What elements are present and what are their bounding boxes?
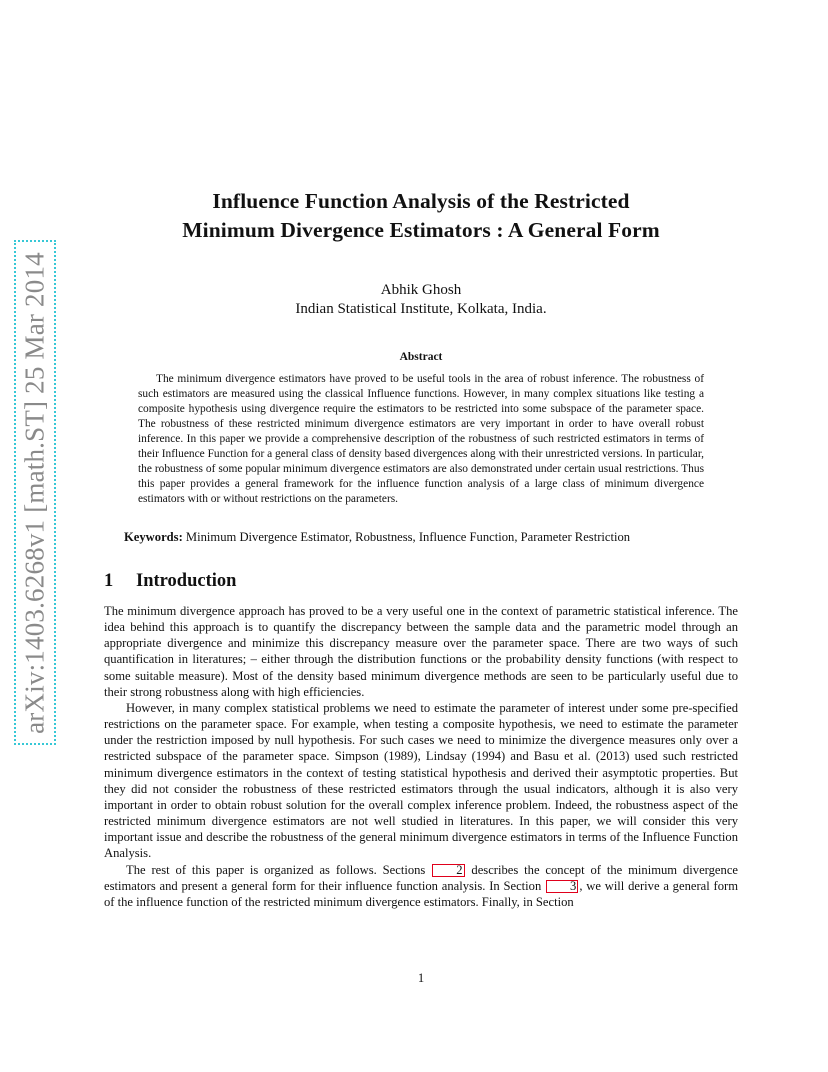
section-ref-link[interactable]: 2 bbox=[432, 864, 464, 877]
keywords-label: Keywords: bbox=[124, 530, 183, 544]
author-block bbox=[104, 281, 738, 319]
author-affiliation: Indian Statistical Institute, Kolkata, India. bbox=[295, 301, 547, 317]
paragraph-3 bbox=[104, 862, 738, 910]
page-number: 1 bbox=[417, 971, 425, 985]
paragraph-3-text-c: , we will derive a general form of the influence function of the restricted minimum divergence estimators. Finally, in Section bbox=[104, 878, 738, 909]
section-heading bbox=[104, 570, 738, 592]
section-ref-link[interactable]: 3 bbox=[546, 880, 578, 893]
abstract-heading: Abstract bbox=[399, 351, 443, 363]
paper-title bbox=[104, 187, 738, 245]
author-name: Abhik Ghosh bbox=[380, 282, 462, 298]
section-title: Introduction bbox=[136, 571, 237, 591]
keywords-text: Minimum Divergence Estimator, Robustness, Influence Function, Parameter Restriction bbox=[185, 530, 631, 544]
paragraph-3-text-a: The rest of this paper is organized as follows. Sections bbox=[126, 862, 426, 877]
section-number: 1 bbox=[104, 571, 114, 591]
section-body bbox=[104, 603, 738, 910]
keywords bbox=[124, 529, 744, 546]
arxiv-identifier: arXiv:1403.6268v1 [math.ST] 25 Mar 2014 bbox=[19, 251, 50, 734]
paragraph-3-text-b: describes the concept of the minimum divergence estimators and present a general form for their influence function analysis. In Section bbox=[104, 862, 738, 893]
paragraph-2: However, in many complex statistical problems we need to estimate the parameter of interest under some pre-specified restrictions on the parameter space. For example, when testing a composite hypothesis, we need to estimate the parameter under the restriction imposed by null hypothesis. For such cases we need to minimize the divergence measures only over a restricted subspace of the parameter space. Simpson (1989), Lindsay (1994) and Basu et al. (2013) used such restricted minimum divergence estimators in the context of testing statistical hypothesis and derived their asymptotic properties. But they did not consider the robustness of these restricted estimators through the usual indicators, although it is also very important in order to obtain robust solution for the overall complex inference problem. Indeed, the robustness aspect of the restricted minimum divergence estimators are not well studied in literatures. In this paper, we will consider this very important issue and describe the robustness of the general minimum divergence estimators in terms of the Influence Function Analysis. bbox=[104, 700, 738, 861]
paper-title-line-1: Influence Function Analysis of the Restricted bbox=[212, 189, 630, 213]
arxiv-stamp bbox=[14, 240, 56, 745]
abstract-body: The minimum divergence estimators have proved to be useful tools in the area of robust inference. The robustness of such estimators are measured using the classical Influence functions. However, in many complex situations like testing a composite hypothesis using divergence require the estimators to be restricted into some subspace of the parameter space. The robustness of these restricted minimum divergence estimators are very important in order to have overall robust inference. In this paper we provide a comprehensive description of the robustness of such restricted estimators in terms of their Influence Function for a general class of density based divergences along with their unrestricted versions. In particular, the robustness of some popular minimum divergence estimators are also demonstrated under certain usual restrictions. Thus this paper provides a general framework for the influence function analysis of a large class of minimum divergence estimators with or without restrictions on the parameters. bbox=[138, 373, 704, 506]
paragraph-1: The minimum divergence approach has proved to be a very useful one in the context of parametric statistical inference. The idea behind this approach is to quantify the discrepancy between the sample data and the parametric model through an appropriate divergence and minimize this discrepancy measure over the parameter space. There are two ways of such quantification in literatures; – either through the distribution functions or the probability density functions (with respect to some suitable measure). Most of the density based minimum divergence methods are seen to be particularly useful due to their strong robustness along with high efficiencies. bbox=[104, 604, 738, 699]
paper-title-line-2: Minimum Divergence Estimators : A General Form bbox=[182, 218, 660, 242]
